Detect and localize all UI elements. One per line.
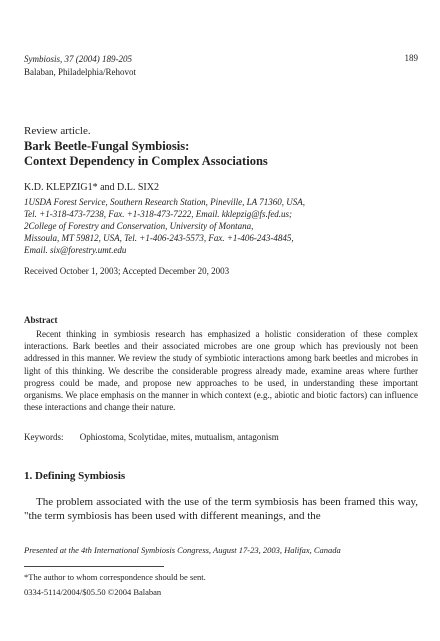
received-dates: Received October 1, 2003; Accepted December 20, 2003 bbox=[24, 266, 230, 276]
page-number: 189 bbox=[404, 53, 418, 63]
footnote-rule bbox=[24, 566, 164, 567]
affiliation-line: 2College of Forestry and Conservation, University of Montana, bbox=[24, 221, 254, 231]
article-type: Review article. bbox=[24, 125, 91, 137]
body-paragraph bbox=[24, 496, 418, 523]
affiliation-line: Missoula, MT 59812, USA, Tel. +1-406-243-5573, Fax. +1-406-243-4845, bbox=[24, 233, 294, 243]
affiliations bbox=[24, 196, 418, 256]
footnote-presented: Presented at the 4th International Symbiosis Congress, August 17-23, 2003, Halifax, Canada bbox=[24, 545, 341, 555]
affiliation-line: 1USDA Forest Service, Southern Research Station, Pineville, LA 71360, USA, bbox=[24, 197, 305, 207]
copyright-line: 0334-5114/2004/$05.50 ©2004 Balaban bbox=[24, 587, 162, 597]
authors: K.D. KLEPZIG1* and D.L. SIX2 bbox=[24, 182, 159, 193]
body-text: The problem associated with the use of the term symbiosis has been framed this way, "the term symbiosis has been used with different meanings, and the bbox=[24, 496, 418, 522]
keywords-row bbox=[24, 432, 418, 442]
footnote-correspondence: *The author to whom correspondence should be sent. bbox=[24, 572, 206, 582]
title-line-2: Context Dependency in Complex Associations bbox=[24, 154, 268, 168]
section-heading: 1. Defining Symbiosis bbox=[24, 470, 126, 482]
publisher-line: Balaban, Philadelphia/Rehovot bbox=[24, 67, 136, 77]
abstract-heading: Abstract bbox=[24, 315, 58, 325]
keywords-list: Ophiostoma, Scolytidae, mites, mutualism, antagonism bbox=[79, 432, 279, 442]
title-line-1: Bark Beetle-Fungal Symbiosis: bbox=[24, 139, 190, 153]
abstract-text: Recent thinking in symbiosis research has emphasized a holistic consideration of these complex interactions. Bark beetles and their associated microbes are one group which has previously not been addressed in this manner. We review the study of symbiotic interactions among bark beetles and microbes in light of this thinking. We describe the considerable progress already made, examine areas where further progress could be made, and propose new approaches to be used, in understanding these important organisms. We place emphasis on the manner in which context (e.g., abiotic and biotic factors) can influence these interactions and change their nature. bbox=[24, 329, 418, 413]
journal-citation: Symbiosis, 37 (2004) 189-205 bbox=[24, 54, 132, 64]
title-block bbox=[24, 139, 418, 169]
affiliation-line: Email. six@forestry.umt.edu bbox=[24, 245, 127, 255]
affiliation-line: Tel. +1-318-473-7238, Fax. +1-318-473-7222, Email. kklepzig@fs.fed.us; bbox=[24, 209, 293, 219]
abstract-body bbox=[24, 328, 418, 413]
keywords-label: Keywords: bbox=[24, 432, 64, 442]
